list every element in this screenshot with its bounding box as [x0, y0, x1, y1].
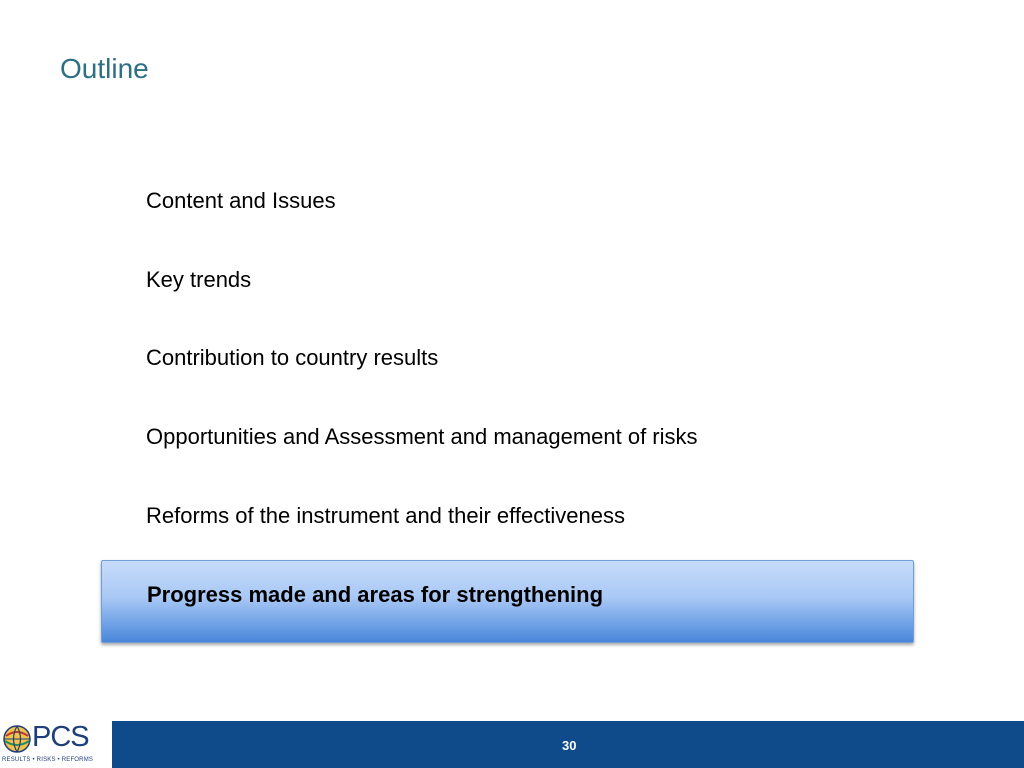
- page-number: 30: [562, 738, 577, 753]
- logo: [0, 721, 112, 768]
- slide-title: Outline: [60, 53, 149, 84]
- highlighted-outline-item: [101, 560, 914, 643]
- globe-icon: [2, 724, 32, 754]
- outline-item-key-trends: Key trends: [146, 267, 252, 292]
- outline-item-opportunities: Opportunities and Assessment and management of risks: [146, 424, 698, 449]
- logo-wordmark: PCS: [32, 721, 89, 753]
- highlighted-item-label: Progress made and areas for strengthening: [147, 582, 604, 607]
- outline-item-contribution: Contribution to country results: [146, 345, 439, 370]
- outline-item-reforms: Reforms of the instrument and their effectiveness: [146, 503, 625, 528]
- logo-tagline: RESULTS • RISKS • REFORMS: [2, 757, 94, 763]
- footer-bar: [0, 721, 1024, 768]
- outline-item-content-and-issues: Content and Issues: [146, 188, 336, 213]
